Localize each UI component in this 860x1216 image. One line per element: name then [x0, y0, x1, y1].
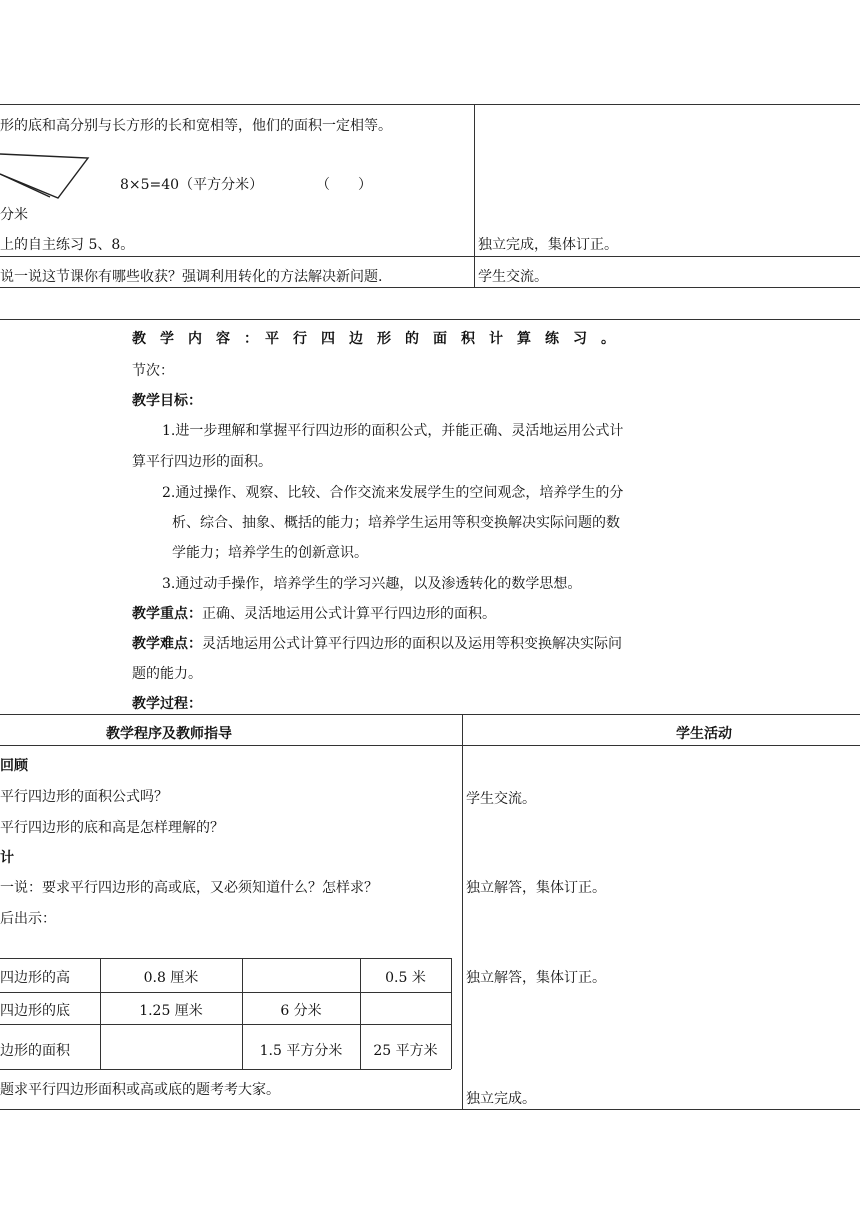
activity-4: 独立完成。	[466, 1091, 536, 1107]
process-title: 教学过程：	[132, 696, 202, 712]
practice-q5: 题求平行四边形面积或高或底的题考考大家。	[0, 1082, 280, 1098]
activity-2: 独立解答，集体订正。	[466, 880, 606, 896]
inner-cell-r2c2: 6 分米	[280, 1003, 322, 1019]
inner-cell-r1c3: 0.5 米	[385, 970, 426, 986]
exercise-activity: 独立完成，集体订正。	[478, 237, 618, 253]
key-point-text: 正确、灵活地运用公式计算平行四边形的面积。	[202, 606, 496, 622]
header-teacher: 教学程序及教师指导	[106, 726, 232, 742]
lesson-content-text: 教 学 内 容 ： 平 行 四 边 形 的 面 积 计 算 练 习 。	[132, 331, 615, 347]
inner-cell-r3c2: 1.5 平方分米	[259, 1043, 343, 1059]
summary-activity: 学生交流。	[478, 269, 548, 285]
key-point	[132, 603, 496, 623]
inner-cell-r2c1: 1.25 厘米	[139, 1003, 203, 1019]
top-table-border-top	[0, 104, 860, 105]
goal-1-line-b: 算平行四边形的面积。	[132, 454, 272, 470]
summary-text: 说一说这节课你有哪些收获？强调利用转化的方法解决新问题.	[0, 269, 383, 285]
header-student: 学生活动	[676, 726, 732, 742]
activity-1: 学生交流。	[466, 791, 536, 807]
review-q1: 平行四边形的面积公式吗？	[0, 789, 168, 805]
goal-3: 3.通过动手操作，培养学生的学习兴趣，以及渗透转化的数学思想。	[162, 576, 582, 592]
difficulty-text: 灵活地运用公式计算平行四边形的面积以及运用等积变换解决实际问	[202, 636, 622, 652]
inner-line-1	[0, 958, 451, 959]
exercise-text: 上的自主练习 5、8。	[0, 237, 135, 253]
unit-label: 分米	[0, 207, 28, 223]
practice-heading: 计	[0, 850, 14, 866]
inner-line-2	[0, 992, 451, 993]
difficulty	[132, 633, 622, 653]
area-formula: 8×5=40（平方分米）	[120, 177, 264, 193]
review-q2: 平行四边形的底和高是怎样理解的？	[0, 820, 224, 836]
lesson-content-label	[132, 328, 615, 348]
goal-2-line-b: 析、综合、抽象、概括的能力；培养学生运用等积变换解决实际问题的数	[172, 515, 620, 531]
difficulty-line-b: 题的能力。	[132, 666, 202, 682]
goals-title: 教学目标：	[132, 393, 202, 409]
top-table-border-bottom	[0, 287, 860, 288]
inner-cell-r3c3: 25 平方米	[373, 1043, 438, 1059]
parallelogram-figure	[0, 150, 95, 202]
main-table-border-top	[0, 714, 860, 715]
statement-text: 形的底和高分别与长方形的长和宽相等，他们的面积一定相等。	[0, 118, 392, 134]
inner-line-4	[0, 1069, 451, 1070]
review-heading: 回顾	[0, 758, 28, 774]
main-table-border-bottom	[0, 1109, 860, 1110]
activity-3: 独立解答，集体订正。	[466, 970, 606, 986]
top-table-row-line	[0, 256, 860, 257]
practice-q3: 一说：要求平行四边形的高或底，又必须知道什么？怎样求？	[0, 880, 378, 896]
inner-row-label-area: 边形的面积	[0, 1043, 70, 1059]
inner-row-label-base: 四边形的底	[0, 1003, 70, 1019]
key-point-label: 教学重点：	[132, 606, 202, 622]
goal-1-line-a: 1.进一步理解和掌握平行四边形的面积公式，并能正确、灵活地运用公式计	[162, 423, 624, 439]
lesson-border-top	[0, 319, 860, 320]
inner-line-3	[0, 1024, 451, 1025]
inner-row-label-height: 四边形的高	[0, 970, 70, 986]
inner-cell-r1c1: 0.8 厘米	[143, 970, 199, 986]
top-table-divider	[474, 104, 475, 288]
main-table-header-line	[0, 745, 860, 746]
answer-paren: （ ）	[316, 177, 372, 193]
goal-2-line-a: 2.通过操作、观察、比较、合作交流来发展学生的空间观念，培养学生的分	[162, 485, 624, 501]
practice-q4: 后出示：	[0, 911, 56, 927]
main-table-divider	[462, 714, 463, 1109]
goal-2-line-c: 学能力；培养学生的创新意识。	[172, 545, 368, 561]
inner-col-4	[451, 958, 452, 1069]
section-label: 节次：	[132, 363, 174, 379]
difficulty-label: 教学难点：	[132, 636, 202, 652]
